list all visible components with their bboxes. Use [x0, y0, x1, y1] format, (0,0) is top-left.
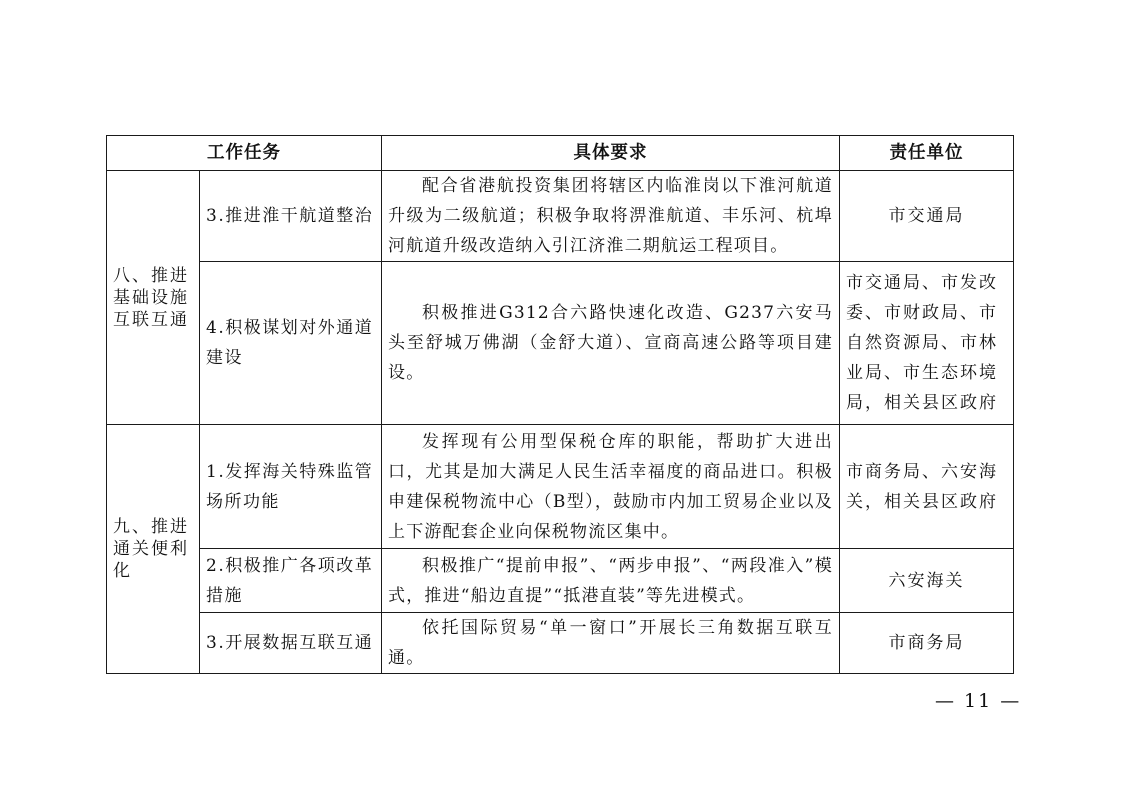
requirement-cell: 依托国际贸易“单一窗口”开展长三角数据互联互通。: [382, 613, 840, 674]
category-cell: 九、推进通关便利化: [107, 425, 200, 674]
task-cell: 3.开展数据互联互通: [200, 613, 382, 674]
responsible-cell: 市商务局: [840, 613, 1014, 674]
category-cell: 八、推进基础设施互联互通: [107, 171, 200, 425]
requirement-cell: 配合省港航投资集团将辖区内临淮岗以下淮河航道升级为二级航道；积极争取将淠淮航道、丰乐河、杭埠河航道升级改造纳入引江济淮二期航运工程项目。: [382, 171, 840, 262]
table-row: [107, 549, 1014, 613]
responsible-cell: 市商务局、六安海关，相关县区政府: [840, 425, 1014, 549]
header-task: 工作任务: [107, 136, 382, 171]
header-requirement: 具体要求: [382, 136, 840, 171]
requirement-cell: 积极推进G312合六路快速化改造、G237六安马头至舒城万佛湖（金舒大道）、宣商高速公路等项目建设。: [382, 262, 840, 425]
table-row: [107, 425, 1014, 549]
task-table: [106, 135, 1014, 674]
page-number: — 11 —: [935, 690, 1022, 712]
task-cell: 1.发挥海关特殊监管场所功能: [200, 425, 382, 549]
task-cell: 2.积极推广各项改革措施: [200, 549, 382, 613]
responsible-cell: 市交通局: [840, 171, 1014, 262]
responsible-cell: 市交通局、市发改委、市财政局、市自然资源局、市林业局、市生态环境局，相关县区政府: [840, 262, 1014, 425]
table-row: [107, 171, 1014, 262]
requirement-cell: 发挥现有公用型保税仓库的职能，帮助扩大进出口，尤其是加大满足人民生活幸福度的商品进口。积极申建保税物流中心（B型），鼓励市内加工贸易企业以及上下游配套企业向保税物流区集中。: [382, 425, 840, 549]
responsible-cell: 六安海关: [840, 549, 1014, 613]
table-row: [107, 613, 1014, 674]
table-header-row: [107, 136, 1014, 171]
table-row: [107, 262, 1014, 425]
task-cell: 4.积极谋划对外通道建设: [200, 262, 382, 425]
task-cell: 3.推进淮干航道整治: [200, 171, 382, 262]
requirement-cell: 积极推广“提前申报”、“两步申报”、“两段准入”模式，推进“船边直提”“抵港直装”等先进模式。: [382, 549, 840, 613]
header-responsible: 责任单位: [840, 136, 1014, 171]
